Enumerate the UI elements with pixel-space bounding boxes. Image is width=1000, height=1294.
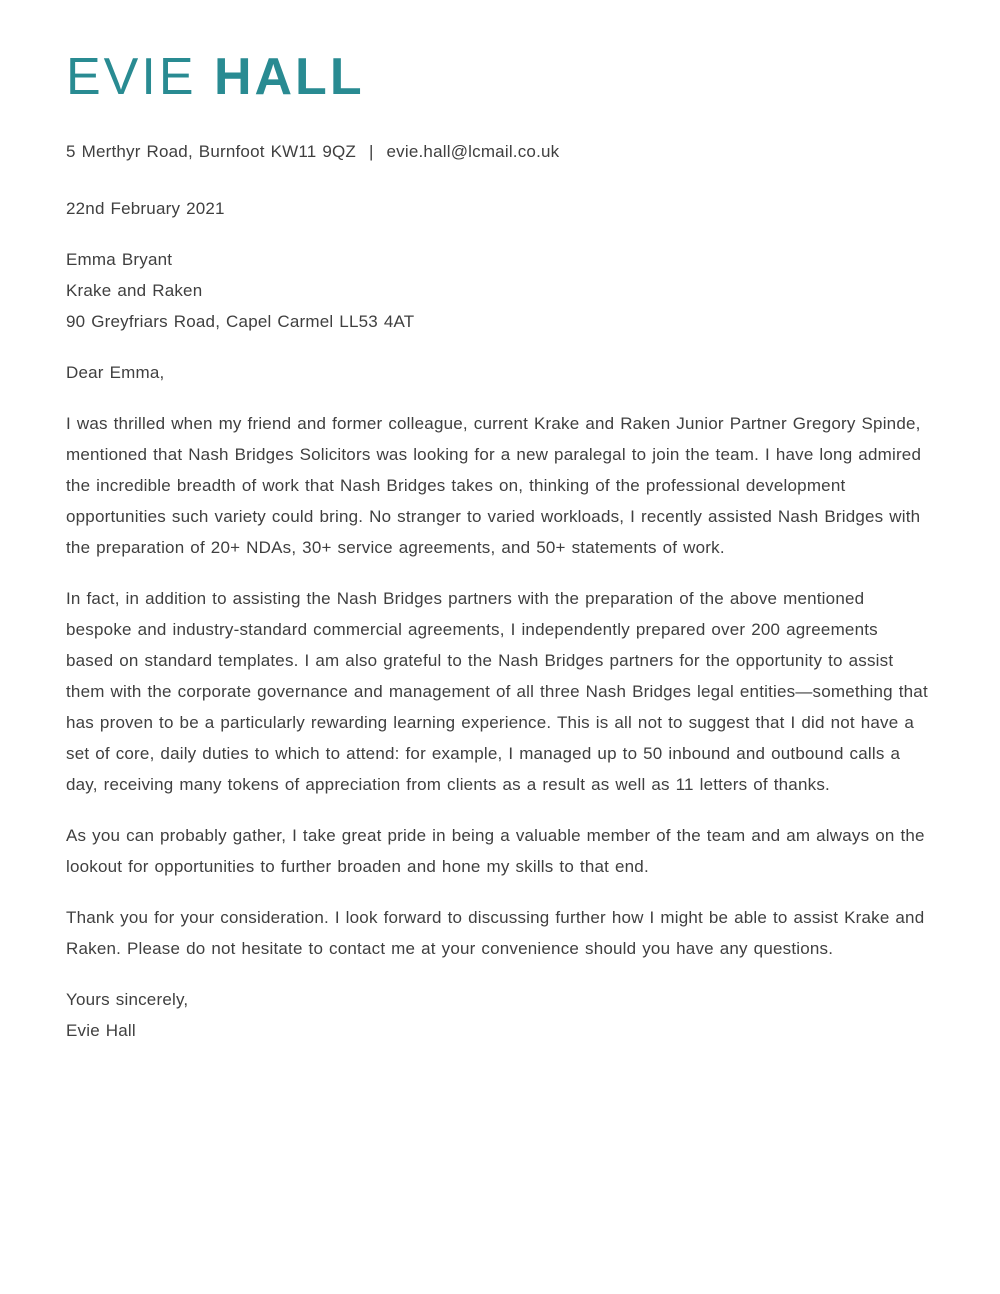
contact-separator: | (368, 142, 374, 161)
closing-block (66, 984, 930, 1046)
recipient-company: Krake and Raken (66, 281, 203, 300)
body-paragraph: In fact, in addition to assisting the Nash Bridges partners with the preparation of the above mentioned bespoke and industry-standard commercial agreements, I independently prepared over 200 agreements based on standard templates. I am also grateful to the Nash Bridges partners for the opportunity to assist them with the corporate governance and management of all three Nash Bridges legal entities—something that has proven to be a particularly rewarding learning experience. This is all not to suggest that I did not have a set of core, daily duties to which to attend: for example, I managed up to 50 inbound and outbound calls a day, receiving many tokens of appreciation from clients as a result as well as 11 letters of thanks. (66, 589, 928, 794)
closing-phrase: Yours sincerely, (66, 990, 189, 1009)
candidate-name-heading (66, 48, 930, 106)
candidate-last-name: HALL (213, 48, 365, 106)
contact-address: 5 Merthyr Road, Burnfoot KW11 9QZ (66, 142, 357, 161)
contact-email: evie.hall@lcmail.co.uk (386, 142, 560, 161)
body-paragraph: I was thrilled when my friend and former colleague, current Krake and Raken Junior Partner Gregory Spinde, mentioned that Nash Bridges Solicitors was looking for a new paralegal to join the team. I have long admired the incredible breadth of work that Nash Bridges takes on, thinking of the professional development opportunities such variety could bring. No stranger to varied workloads, I recently assisted Nash Bridges with the preparation of 20+ NDAs, 30+ service agreements, and 50+ statements of work. (66, 414, 922, 557)
candidate-first-name: EVIE (66, 48, 197, 106)
letter-body (66, 408, 930, 964)
recipient-block (66, 244, 930, 337)
recipient-name: Emma Bryant (66, 250, 173, 269)
recipient-address: 90 Greyfriars Road, Capel Carmel LL53 4AT (66, 312, 415, 331)
body-paragraph: As you can probably gather, I take great pride in being a valuable member of the team and am always on the lookout for opportunities to further broaden and hone my skills to that end. (66, 826, 925, 876)
body-paragraph: Thank you for your consideration. I look forward to discussing further how I might be able to assist Krake and Raken. Please do not hesitate to contact me at your convenience should you have any questions. (66, 908, 925, 958)
signature-name: Evie Hall (66, 1021, 136, 1040)
contact-line (66, 136, 930, 167)
letter-date: 22nd February 2021 (66, 199, 225, 218)
salutation: Dear Emma, (66, 363, 165, 382)
